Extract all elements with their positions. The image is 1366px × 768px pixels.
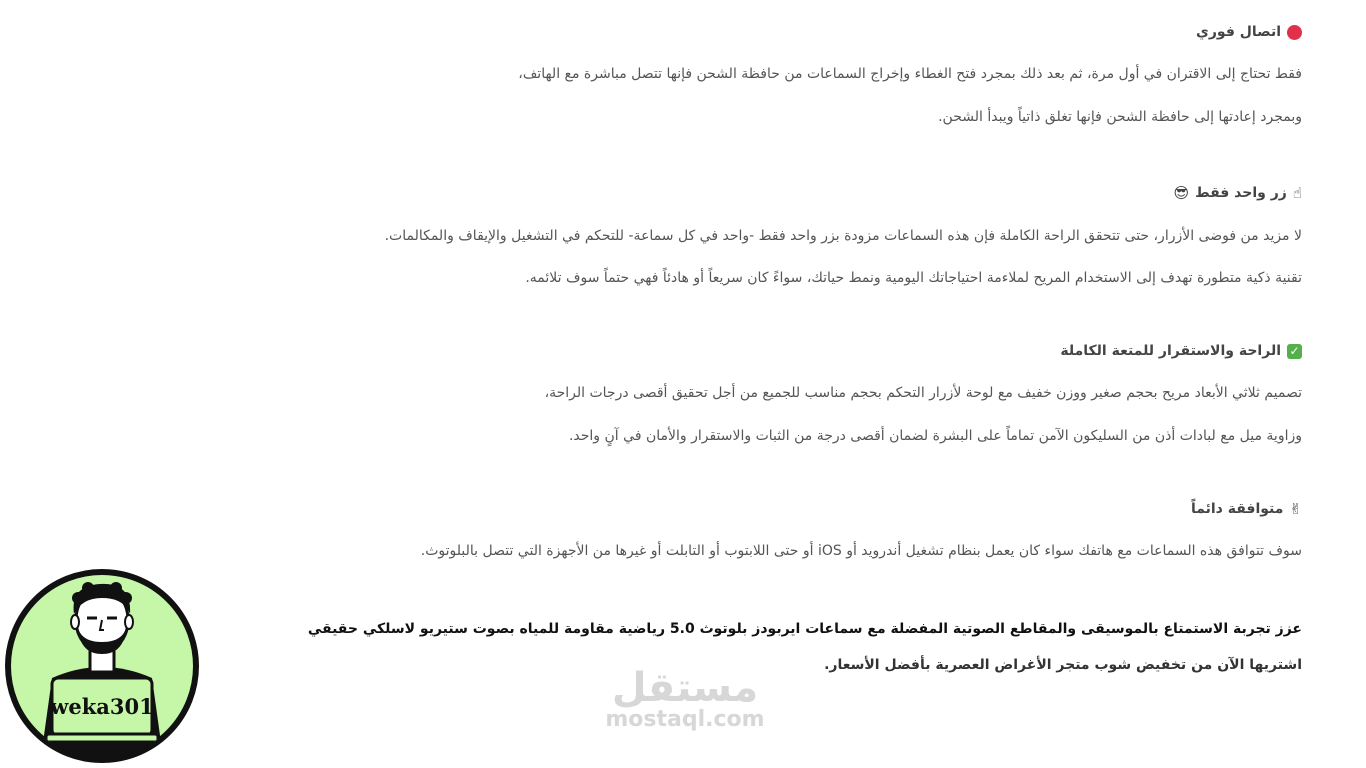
sunglasses-face-icon: 😎 [1173, 183, 1190, 202]
check-mark-button-icon: ✓ [1287, 344, 1302, 359]
paragraph: وبمجرد إعادتها إلى حافظة الشحن فإنها تغلق ذاتياً ويبدأ الشحن. [938, 109, 1302, 125]
victory-hand-icon: ✌ [1289, 499, 1302, 518]
bearded-man-avatar-icon [4, 568, 200, 764]
section-title: زر واحد فقط [1195, 185, 1287, 201]
section-heading-instant-connect [1196, 24, 1302, 40]
paragraph: تصميم ثلاثي الأبعاد مريح بحجم صغير ووزن خفيف مع لوحة لأزرار التحكم بحجم مناسب للجميع من أجل تحقيق أقصى درجات الراحة، [544, 385, 1302, 401]
section-title: اتصال فوري [1196, 24, 1281, 40]
cta-line: اشتريها الآن من تخفيض شوب متجر الأغراض العصرية بأفضل الأسعار. [824, 657, 1302, 673]
watermark-arabic: مستقل [611, 665, 759, 711]
avatar [4, 568, 200, 764]
index-finger-up-icon: ☝ [1292, 183, 1302, 202]
cta-line: عزز تجربة الاستمتاع بالموسيقى والمقاطع الصوتية المفضلة مع سماعات ايربودز بلوتوث 5.0 رياضية مقاومة للمياه بصوت ستيريو لاسلكي حقيقي [307, 621, 1302, 637]
paragraph: لا مزيد من فوضى الأزرار، حتى تتحقق الراحة الكاملة فإن هذه السماعات مزودة بزر واحد فقط -واحد في كل سماعة- للتحكم في التشغيل والإيقاف والمكالمات. [384, 228, 1302, 244]
red-circle-icon [1287, 25, 1302, 40]
avatar-label: weka301 [50, 694, 154, 719]
section-heading-comfort [1060, 343, 1302, 359]
section-heading-compatible [1191, 501, 1302, 517]
section-title: متوافقة دائماً [1190, 501, 1284, 517]
section-title: الراحة والاستقرار للمتعة الكاملة [1060, 343, 1281, 359]
paragraph: فقط تحتاج إلى الاقتران في أول مرة، ثم بعد ذلك بمجرد فتح الغطاء وإخراج السماعات من حافظة الشحن فإنها تتصل مباشرة مع الهاتف، [518, 66, 1302, 82]
paragraph: وزاوية ميل مع لبادات أذن من السليكون الآمن تماماً على البشرة لضمان أقصى درجة من الثبات والاستقرار والأمان في آنٍ واحد. [568, 428, 1302, 444]
paragraph: تقنية ذكية متطورة تهدف إلى الاستخدام المريح لملاءمة احتياجاتك اليومية ونمط حياتك، سواءً كان سريعاً أو هادئاً فهي حتماً سوف تلائمه. [525, 270, 1302, 286]
paragraph: سوف تتوافق هذه السماعات مع هاتفك سواء كان يعمل بنظام تشغيل أندرويد أو iOS أو حتى اللابتوب أو التابلت أو غيرها من الأجهزة التي تتصل بالبلوتوث. [420, 543, 1302, 559]
mostaql-watermark [600, 665, 770, 732]
watermark-latin: mostaql.com [605, 707, 765, 732]
section-heading-one-button [1173, 185, 1302, 201]
